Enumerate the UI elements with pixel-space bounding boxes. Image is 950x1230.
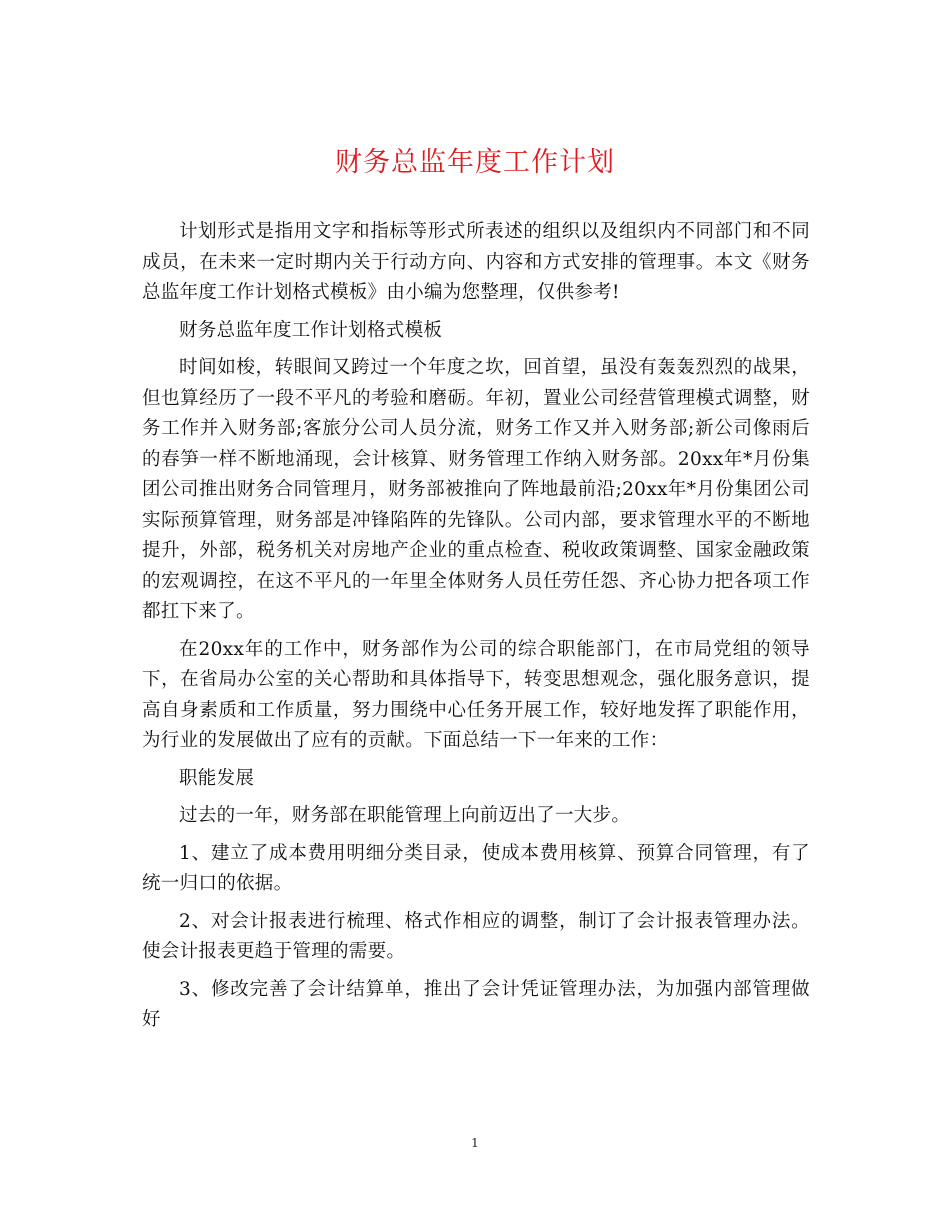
work-summary-paragraph: 在20xx年的工作中，财务部作为公司的综合职能部门，在市局党组的领导下，在省局办公室的关心帮助和具体指导下，转变思想观念，强化服务意识，提高自身素质和工作质量，努力围绕中心任务开展工作，较好地发挥了职能作用，为行业的发展做出了应有的贡献。下面总结一下一年来的工作： bbox=[142, 638, 810, 751]
intro-paragraph: 计划形式是指用文字和指标等形式所表述的组织以及组织内不同部门和不同成员，在未来一定时期内关于行动方向、内容和方式安排的管理事。本文《财务总监年度工作计划格式模板》由小编为您整理，仅供参考! bbox=[142, 221, 810, 303]
document-body bbox=[142, 217, 810, 1036]
document-title: 财务总监年度工作计划 bbox=[335, 147, 615, 178]
list-item: 1、建立了成本费用明细分类目录，使成本费用核算、预算合同管理，有了统一归口的依据。 bbox=[142, 842, 810, 894]
list-item: 3、修改完善了会计结算单，推出了会计凭证管理办法，为加强内部管理做好 bbox=[142, 978, 810, 1030]
review-paragraph: 时间如梭，转眼间又跨过一个年度之坎，回首望，虽没有轰轰烈烈的战果，但也算经历了一段不平凡的考验和磨砺。年初，置业公司经营管理模式调整，财务工作并入财务部;客旅分公司人员分流，财务工作又并入财务部;新公司像雨后的春笋一样不断地涌现，会计核算、财务管理工作纳入财务部。20xx年*月份集团公司推出财务合同管理月，财务部被推向了阵地最前沿;20xx年*月份集团公司实际预算管理，财务部是冲锋陷阵的先锋队。公司内部，要求管理水平的不断地提升，外部，税务机关对房地产企业的重点检查、税收政策调整、国家金融政策的宏观调控，在这不平凡的一年里全体财务人员任劳任怨、齐心协力把各项工作都扛下来了。 bbox=[142, 357, 810, 622]
function-intro-paragraph: 过去的一年，财务部在职能管理上向前迈出了一大步。 bbox=[179, 805, 631, 826]
template-heading: 财务总监年度工作计划格式模板 bbox=[179, 319, 443, 341]
section-heading-function: 职能发展 bbox=[179, 767, 255, 789]
page-number: 1 bbox=[471, 1136, 479, 1150]
list-item: 2、对会计报表进行梳理、格式作相应的调整，制订了会计报表管理办法。使会计报表更趋于管理的需要。 bbox=[142, 910, 810, 962]
